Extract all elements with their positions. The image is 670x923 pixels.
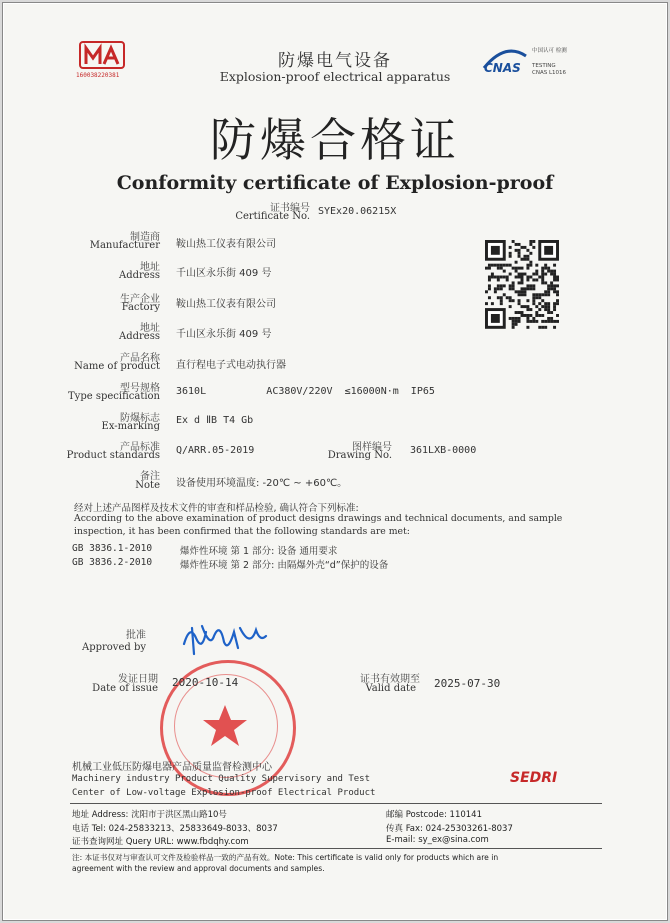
address-label-en: Address <box>119 270 160 281</box>
ex-marking-value: Ex d ⅡB T4 Gb <box>176 415 254 426</box>
contact-postcode: 邮编 Postcode: 110141 <box>386 810 482 820</box>
manufacturer-label-cn: 制造商 <box>130 232 160 243</box>
approved-label-cn: 批准 <box>126 630 146 641</box>
product-name-label-cn: 产品名称 <box>120 353 160 364</box>
note-label-en: Note <box>135 480 160 491</box>
factory-label-en: Factory <box>121 302 160 313</box>
drawing-no-value: 361LXB-0000 <box>410 445 477 456</box>
cnas-testing: TESTING <box>532 63 556 69</box>
standard-desc-2: 爆炸性环境 第 2 部分: 由隔爆外壳“d”保护的设备 <box>180 560 389 571</box>
factory-label-cn: 生产企业 <box>120 294 160 305</box>
certificate-no-label-cn: 证书编号 <box>270 203 310 214</box>
cnas-cn: 中国认可 检测 <box>532 48 567 54</box>
type-spec-label-en: Type specification <box>68 391 160 402</box>
product-standards-label-en: Product standards <box>66 450 160 461</box>
statement-cn: 经对上述产品图样及技术文件的审查和样品检验, 确认符合下列标准: <box>74 503 359 514</box>
issue-date-label-en: Date of issue <box>92 683 158 694</box>
address-value: 千山区永乐街 409 号 <box>176 268 272 279</box>
center-name-cn: 机械工业低压防爆电器产品质量监督检测中心 <box>72 762 272 773</box>
contact-query-url: 证书查询网址 Query URL: www.fbdqhy.com <box>72 837 249 847</box>
contact-address: 地址 Address: 沈阳市于洪区黑山路10号 <box>72 810 227 820</box>
qr-code <box>485 240 559 330</box>
contact-tel: 电话 Tel: 024-25833213、25833649-8033、8037 <box>72 824 278 834</box>
product-standards-label-cn: 产品标准 <box>120 442 160 453</box>
type-spec-value: 3610L AC380V/220V ≤16000N·m IP65 <box>176 386 435 397</box>
product-name-value: 直行程电子式电动执行器 <box>176 360 286 371</box>
divider-bottom <box>70 848 602 849</box>
center-name-en-1: Machinery industry Product Quality Supervisory and Test <box>72 774 371 784</box>
divider-top <box>70 803 602 804</box>
valid-date-value: 2025-07-30 <box>434 677 501 690</box>
header-title-en: Explosion-proof electrical apparatus <box>219 69 451 84</box>
footnote-line-2: agreement with the review and approval documents and samples. <box>72 864 325 873</box>
address-label-cn: 地址 <box>140 262 160 273</box>
drawing-no-label-en: Drawing No. <box>327 450 392 461</box>
issue-date-label-cn: 发证日期 <box>118 674 158 685</box>
factory-value: 鞍山热工仪表有限公司 <box>176 299 276 310</box>
manufacturer-label-en: Manufacturer <box>89 240 160 251</box>
ex-marking-label-cn: 防爆标志 <box>120 413 160 424</box>
main-title-en: Conformity certificate of Explosion-proof <box>116 172 554 194</box>
approved-label-en: Approved by <box>81 642 146 653</box>
valid-date-label-en: Valid date <box>365 683 416 694</box>
sedri-logo: SEDRI <box>510 770 558 786</box>
factory-address-label-cn: 地址 <box>140 323 160 334</box>
main-title-cn: 防爆合格证 <box>210 113 460 167</box>
contact-email: E-mail: sy_ex@sina.com <box>386 835 489 845</box>
ex-marking-label-en: Ex-marking <box>101 421 160 432</box>
header-title-cn: 防爆电气设备 <box>278 51 392 71</box>
contact-fax: 传真 Fax: 024-25303261-8037 <box>386 824 513 834</box>
note-value: 设备使用环境温度: -20℃ ~ +60℃。 <box>176 478 348 489</box>
svg-text:CNAS: CNAS <box>484 61 521 75</box>
drawing-no-label-cn: 图样编号 <box>352 442 392 453</box>
type-spec-label-cn: 型号规格 <box>120 383 160 394</box>
standard-desc-1: 爆炸性环境 第 1 部分: 设备 通用要求 <box>180 546 338 557</box>
statement-en-2: inspection, it has been confirmed that the following standards are met: <box>74 526 410 537</box>
certificate-no-value: SYEx20.06215X <box>318 206 397 217</box>
statement-en-1: According to the above examination of product designs drawings and technical documents, and sample <box>74 513 563 524</box>
standard-code-1: GB 3836.1-2010 <box>72 543 153 554</box>
certificate-no-label-en: Certificate No. <box>235 211 310 222</box>
footnote-line-1: 注: 本证书仅对与审查认可文件及检验样品一致的产品有效。Note: This certificate is valid only for products which are in <box>72 853 499 862</box>
valid-date-label-cn: 证书有效期至 <box>360 674 420 685</box>
cma-code: 160038220381 <box>76 72 120 79</box>
signature-image <box>180 618 270 658</box>
center-name-en-2: Center of Low-voltage Explosion-proof Electrical Product <box>72 788 376 798</box>
cnas-code: CNAS L1016 <box>532 70 567 76</box>
standard-code-2: GB 3836.2-2010 <box>72 557 153 568</box>
factory-address-value: 千山区永乐街 409 号 <box>176 329 272 340</box>
factory-address-label-en: Address <box>119 331 160 342</box>
note-label-cn: 备注 <box>140 471 160 482</box>
product-name-label-en: Name of product <box>74 361 160 372</box>
manufacturer-value: 鞍山热工仪表有限公司 <box>176 239 276 250</box>
issue-date-value: 2020-10-14 <box>172 676 239 689</box>
product-standards-value: Q/ARR.05-2019 <box>176 445 255 456</box>
